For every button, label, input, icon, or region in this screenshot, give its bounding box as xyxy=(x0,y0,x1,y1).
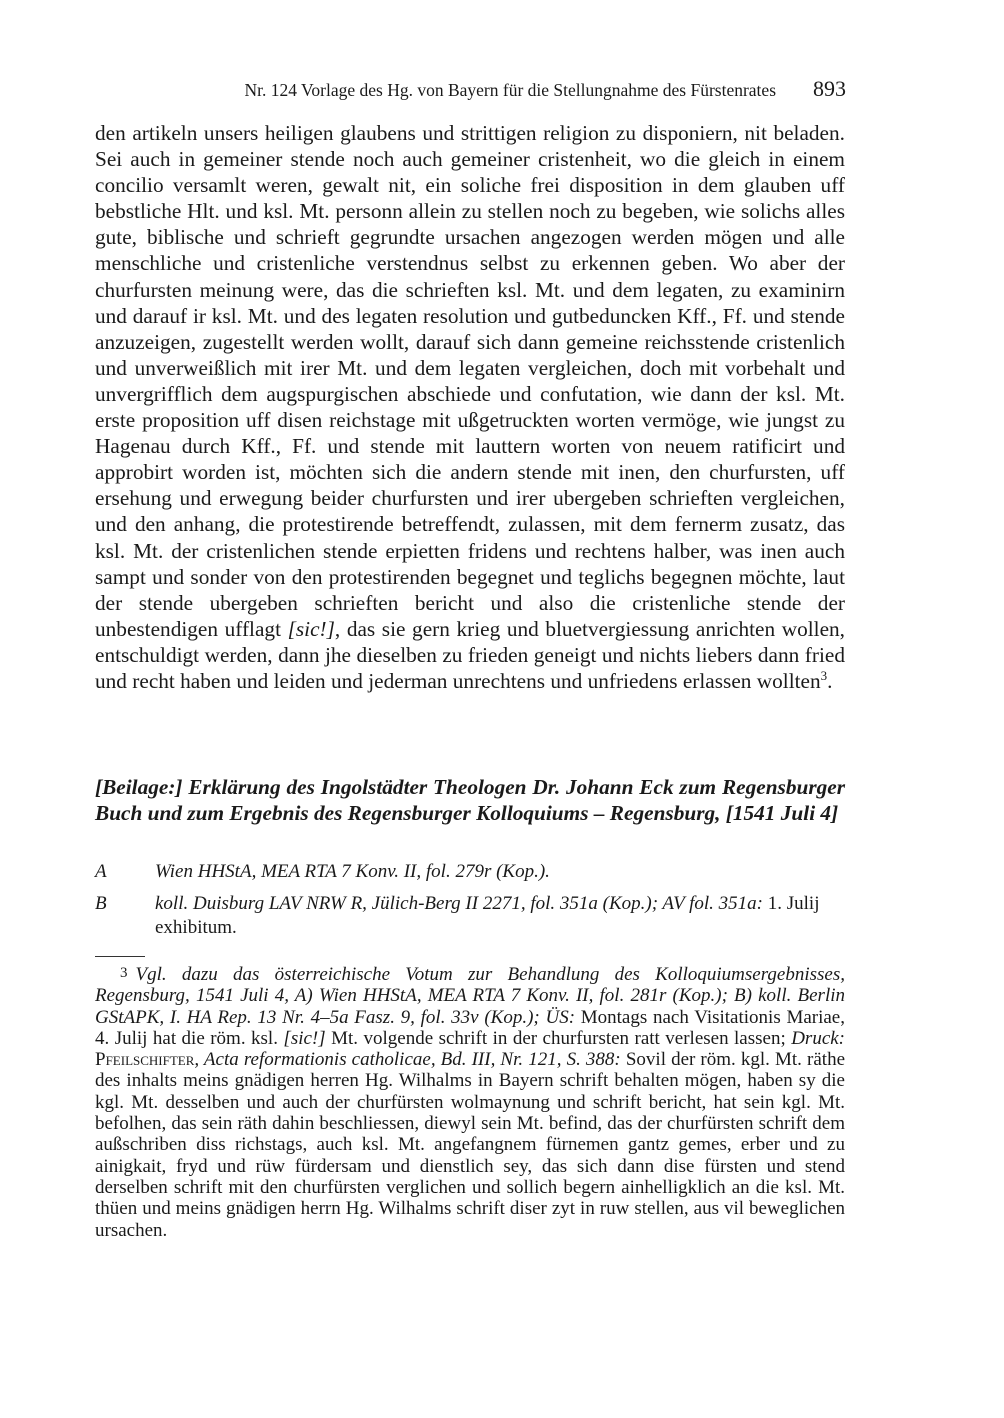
footnote-reference[interactable]: 3 xyxy=(820,667,828,683)
sic-mark: [sic!] xyxy=(287,616,335,641)
footnote-sic-mark: [sic!] xyxy=(283,1027,326,1049)
source-sigle: A xyxy=(95,861,107,882)
source-item xyxy=(95,892,845,940)
source-list xyxy=(95,860,845,948)
footnote-separator xyxy=(95,956,145,957)
footnote-number: 3 xyxy=(120,965,128,981)
footnote-part-2: Montags nach Visitationis Mariae, 4. Julij hat die röm. ksl. xyxy=(95,1006,845,1049)
source-text-plain: 1. Julij exhibitum. xyxy=(155,893,820,938)
paragraph-period: . xyxy=(827,668,833,693)
source-text-italic: koll. Duisburg LAV NRW R, Jülich-Berg II 2271, fol. 351a (Kop.); AV fol. 351a: xyxy=(155,893,763,914)
footnote-citation: , Acta reformationis catholicae, Bd. III, Nr. 121, S. 388: xyxy=(194,1049,621,1071)
source-text xyxy=(155,892,845,940)
running-title: Nr. 124 Vorlage des Hg. von Bayern für die Stellungnahme des Fürstenrates xyxy=(244,80,776,100)
footnote-part-1: Vgl. dazu das österreichische Votum zur Behandlung des Kolloquiumsergebnisses, Regensburg, 1541 Juli 4, A) Wien HHStA, MEA RTA 7 Konv. II, fol. 281r (Kop.); B) koll. Berlin GStAPK, I. HA Rep. 13 Nr. 4–5a Fasz. 9, fol. 33v (Kop.); ÜS: xyxy=(95,964,845,1028)
page-number: 893 xyxy=(813,76,846,101)
source-text-italic: Wien HHStA, MEA RTA 7 Konv. II, fol. 279r (Kop.). xyxy=(155,861,550,882)
source-item xyxy=(95,860,845,884)
source-text xyxy=(155,860,845,884)
footnote-quote: Sovil der röm. kgl. Mt. räthe des inhalts meins gnädigen herren Hg. Wilhalms in Bayern schrift behalten mögen, haben sy die kgl. Mt. desselben und auch der churfürsten wolmaynung und schrift bericht, hat sein kgl. Mt. befolhen, das sein räth dahin beschliessen, diewyl sein Mt. befind, das der churfürsten schrift dem außschriben diss richstags, auch ksl. Mt. angefangnem fürnemen gantz gemes, erber und zu ainigkait, fryd und rüw fürdersam und dienstlich sey, das sich dann dise fürsten und stend derselben schrift mit den churfürsten verglichen und sollich begern ainhelligklich an die ksl. Mt. thüen und meins gnädigen herrn Hg. Wilhalms schrift diser zyt in ruw stellen, aus vil beweglichen ursachen. xyxy=(95,1049,845,1241)
paragraph-end: , das sie gern krieg und bluetvergiessung anrichten wollen, entschuldigt werden, dann jhe dieselben zu frieden geneigt und nichts liebers dann fried und recht haben und leiden und jederman unrechtens und unfriedens erlassen wollten xyxy=(95,616,845,693)
footnote-3 xyxy=(95,963,845,1241)
paragraph-main: den artikeln unsers heiligen glaubens und strittigen religion zu disponiern, nit beladen. Sei auch in gemeiner stende noch auch gemeiner cristenheit, wo die gleich in einem concilio versamlt weren, gewalt nit, ein soliche frei disposition in dem glauben uff bebstliche Hlt. und ksl. Mt. personn allein zu stellen noch zu begeben, wie solichs alles gute, biblische und schrieft gegrundte ursachen angezogen werden mögen und alle menschliche und cristenliche verstendnus selbst zu erkennen geben. Wo aber der churfursten meinung were, das die schrieften ksl. Mt. und dem legaten, zu examinirn und darauf ir ksl. Mt. und des legaten resolution und gutbeduncken Kff., Ff. und stende anzuzeigen, zugestellt werden wollt, darauf sich dann gemeine reichsstende cristenlich und unverweißlich mit irer Mt. und dem legaten vergleichen, doch mit vorbehalt und unvergrifflich dem augspurgischen abschiede und confutation, wie dann der ksl. Mt. erste proposition uff disen reichstage mit ußgetruckten worten vermöge, wie jungst zu Hagenau durch Kff., Ff. und stende mit lauttern worten von neuem ratificirt und approbirt worden ist, möchten sich die andern stende mit inen, den churfursten, uff ersehung und erwegung beider churfursten und irer ubergeben schrieften vergleichen, und den anhang, die protestirende betreffendt, zulassen, mit dem fernerm zusatz, das ksl. Mt. der cristenlichen stende erpietten fridens und rechtens halber, was inen auch sampt und sonder von den protestirenden begegnet und teglichs begegnen möchte, laut der stende ubergeben schrieften bericht und also die cristenliche stende der unbestendigen ufflagt xyxy=(95,121,845,641)
footnote-part-4: Mt. volgende schrift in der churfursten ratt verlesen lassen; xyxy=(325,1027,792,1049)
main-paragraph xyxy=(95,120,845,694)
main-text xyxy=(95,120,845,694)
running-head xyxy=(95,78,846,102)
beilage-heading: [Beilage:] Erklärung des Ingolstädter Theologen Dr. Johann Eck zum Regensburger Buch und zum Ergebnis des Regensburger Kolloquiums – Regensburg, [1541 Juli 4] xyxy=(95,775,845,825)
footnote-author: Pfeilschifter xyxy=(95,1049,195,1071)
footnote-druck-label: Druck: xyxy=(791,1027,846,1049)
source-sigle: B xyxy=(95,893,107,914)
